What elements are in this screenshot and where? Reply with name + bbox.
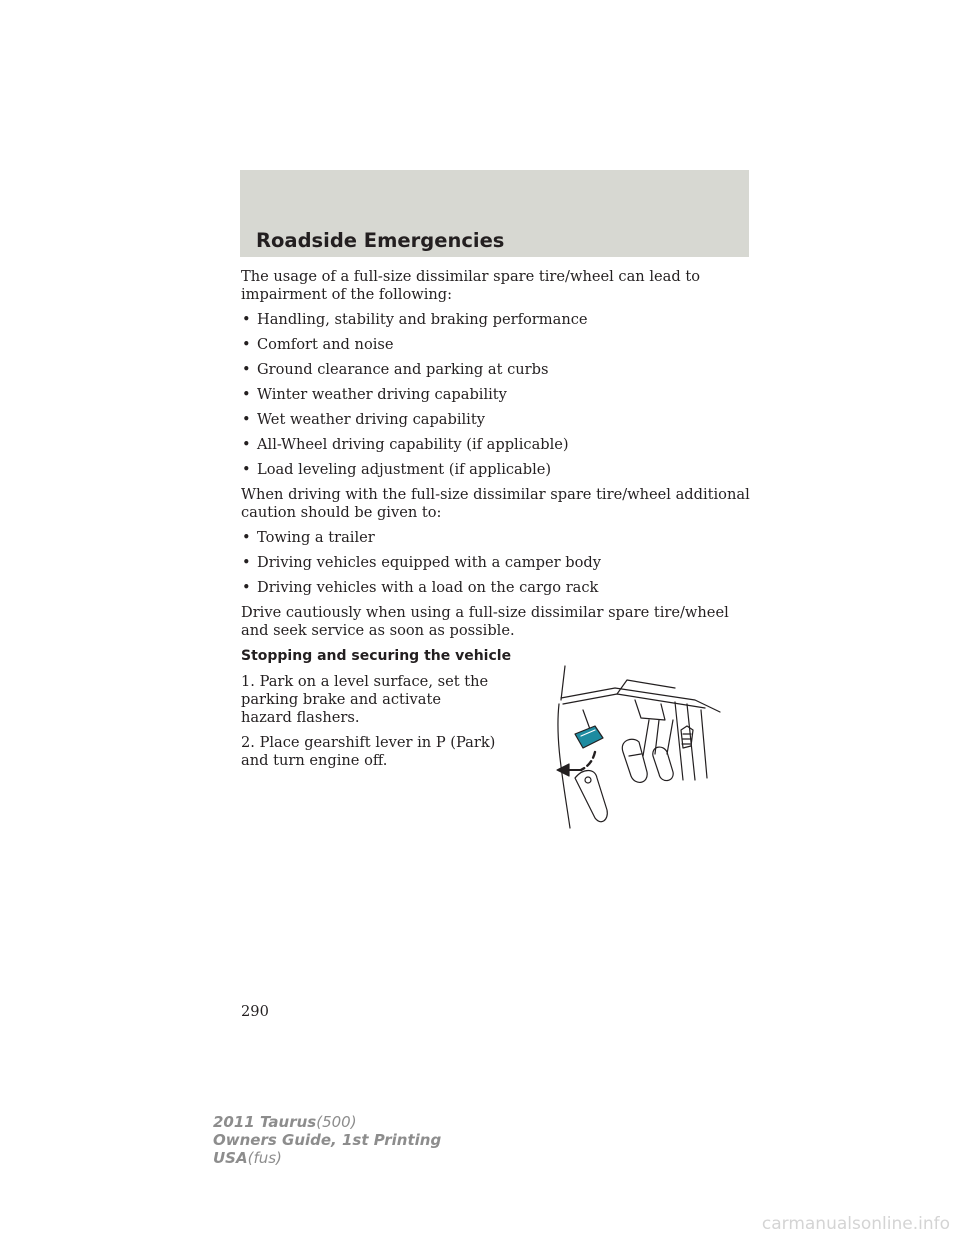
footer-line-1: 2011 Taurus(500) <box>213 1113 357 1131</box>
steps <box>241 673 496 770</box>
bullet-icon: • <box>242 361 251 378</box>
bullet-icon: • <box>242 461 251 478</box>
section-header-band <box>240 170 749 257</box>
intro-paragraph: The usage of a full-size dissimilar spare tire/wheel can lead to impairment of the following: <box>241 268 700 303</box>
bullet-icon: • <box>242 336 251 353</box>
bullet-icon: • <box>242 579 251 596</box>
list-item: • Driving vehicles equipped with a camper body <box>242 554 601 571</box>
footer-line-3: USA(fus) <box>213 1149 282 1167</box>
bullet-icon: • <box>242 386 251 403</box>
section-header-title: Roadside Emergencies <box>256 229 505 252</box>
list-item: • Handling, stability and braking performance <box>242 311 588 328</box>
caution-list <box>241 529 751 597</box>
page-number: 290 <box>241 1003 269 1020</box>
bullet-icon: • <box>242 411 251 428</box>
step-2: 2. Place gearshift lever in P (Park) and turn engine off. <box>241 734 496 769</box>
bullet-icon: • <box>242 436 251 453</box>
drive-note-paragraph: Drive cautiously when using a full-size dissimilar spare tire/wheel and seek service as soon as possible. <box>241 604 729 639</box>
list-item: • Towing a trailer <box>242 529 375 546</box>
footer-line-2: Owners Guide, 1st Printing <box>213 1131 442 1149</box>
watermark: carmanualsonline.info <box>761 1214 950 1234</box>
caution-intro-paragraph: When driving with the full-size dissimilar spare tire/wheel additional caution should be given to: <box>241 486 750 521</box>
impairment-list <box>241 311 751 479</box>
list-item: • Comfort and noise <box>242 336 394 353</box>
list-item: • Driving vehicles with a load on the cargo rack <box>242 579 599 596</box>
list-item: • Wet weather driving capability <box>242 411 485 428</box>
step-1: 1. Park on a level surface, set the parking brake and activate hazard flashers. <box>241 673 489 726</box>
list-item: • Load leveling adjustment (if applicable) <box>242 461 552 478</box>
list-item: • Ground clearance and parking at curbs <box>242 361 549 378</box>
parking-brake-pedal-illustration <box>555 660 735 830</box>
bullet-icon: • <box>242 554 251 571</box>
list-item: • Winter weather driving capability <box>242 386 507 403</box>
bullet-icon: • <box>242 311 251 328</box>
bullet-icon: • <box>242 529 251 546</box>
pedal-illustration-svg <box>555 660 735 830</box>
footer <box>213 1113 441 1167</box>
section-subheading: Stopping and securing the vehicle <box>241 648 512 664</box>
list-item: • All-Wheel driving capability (if applicable) <box>242 436 569 453</box>
